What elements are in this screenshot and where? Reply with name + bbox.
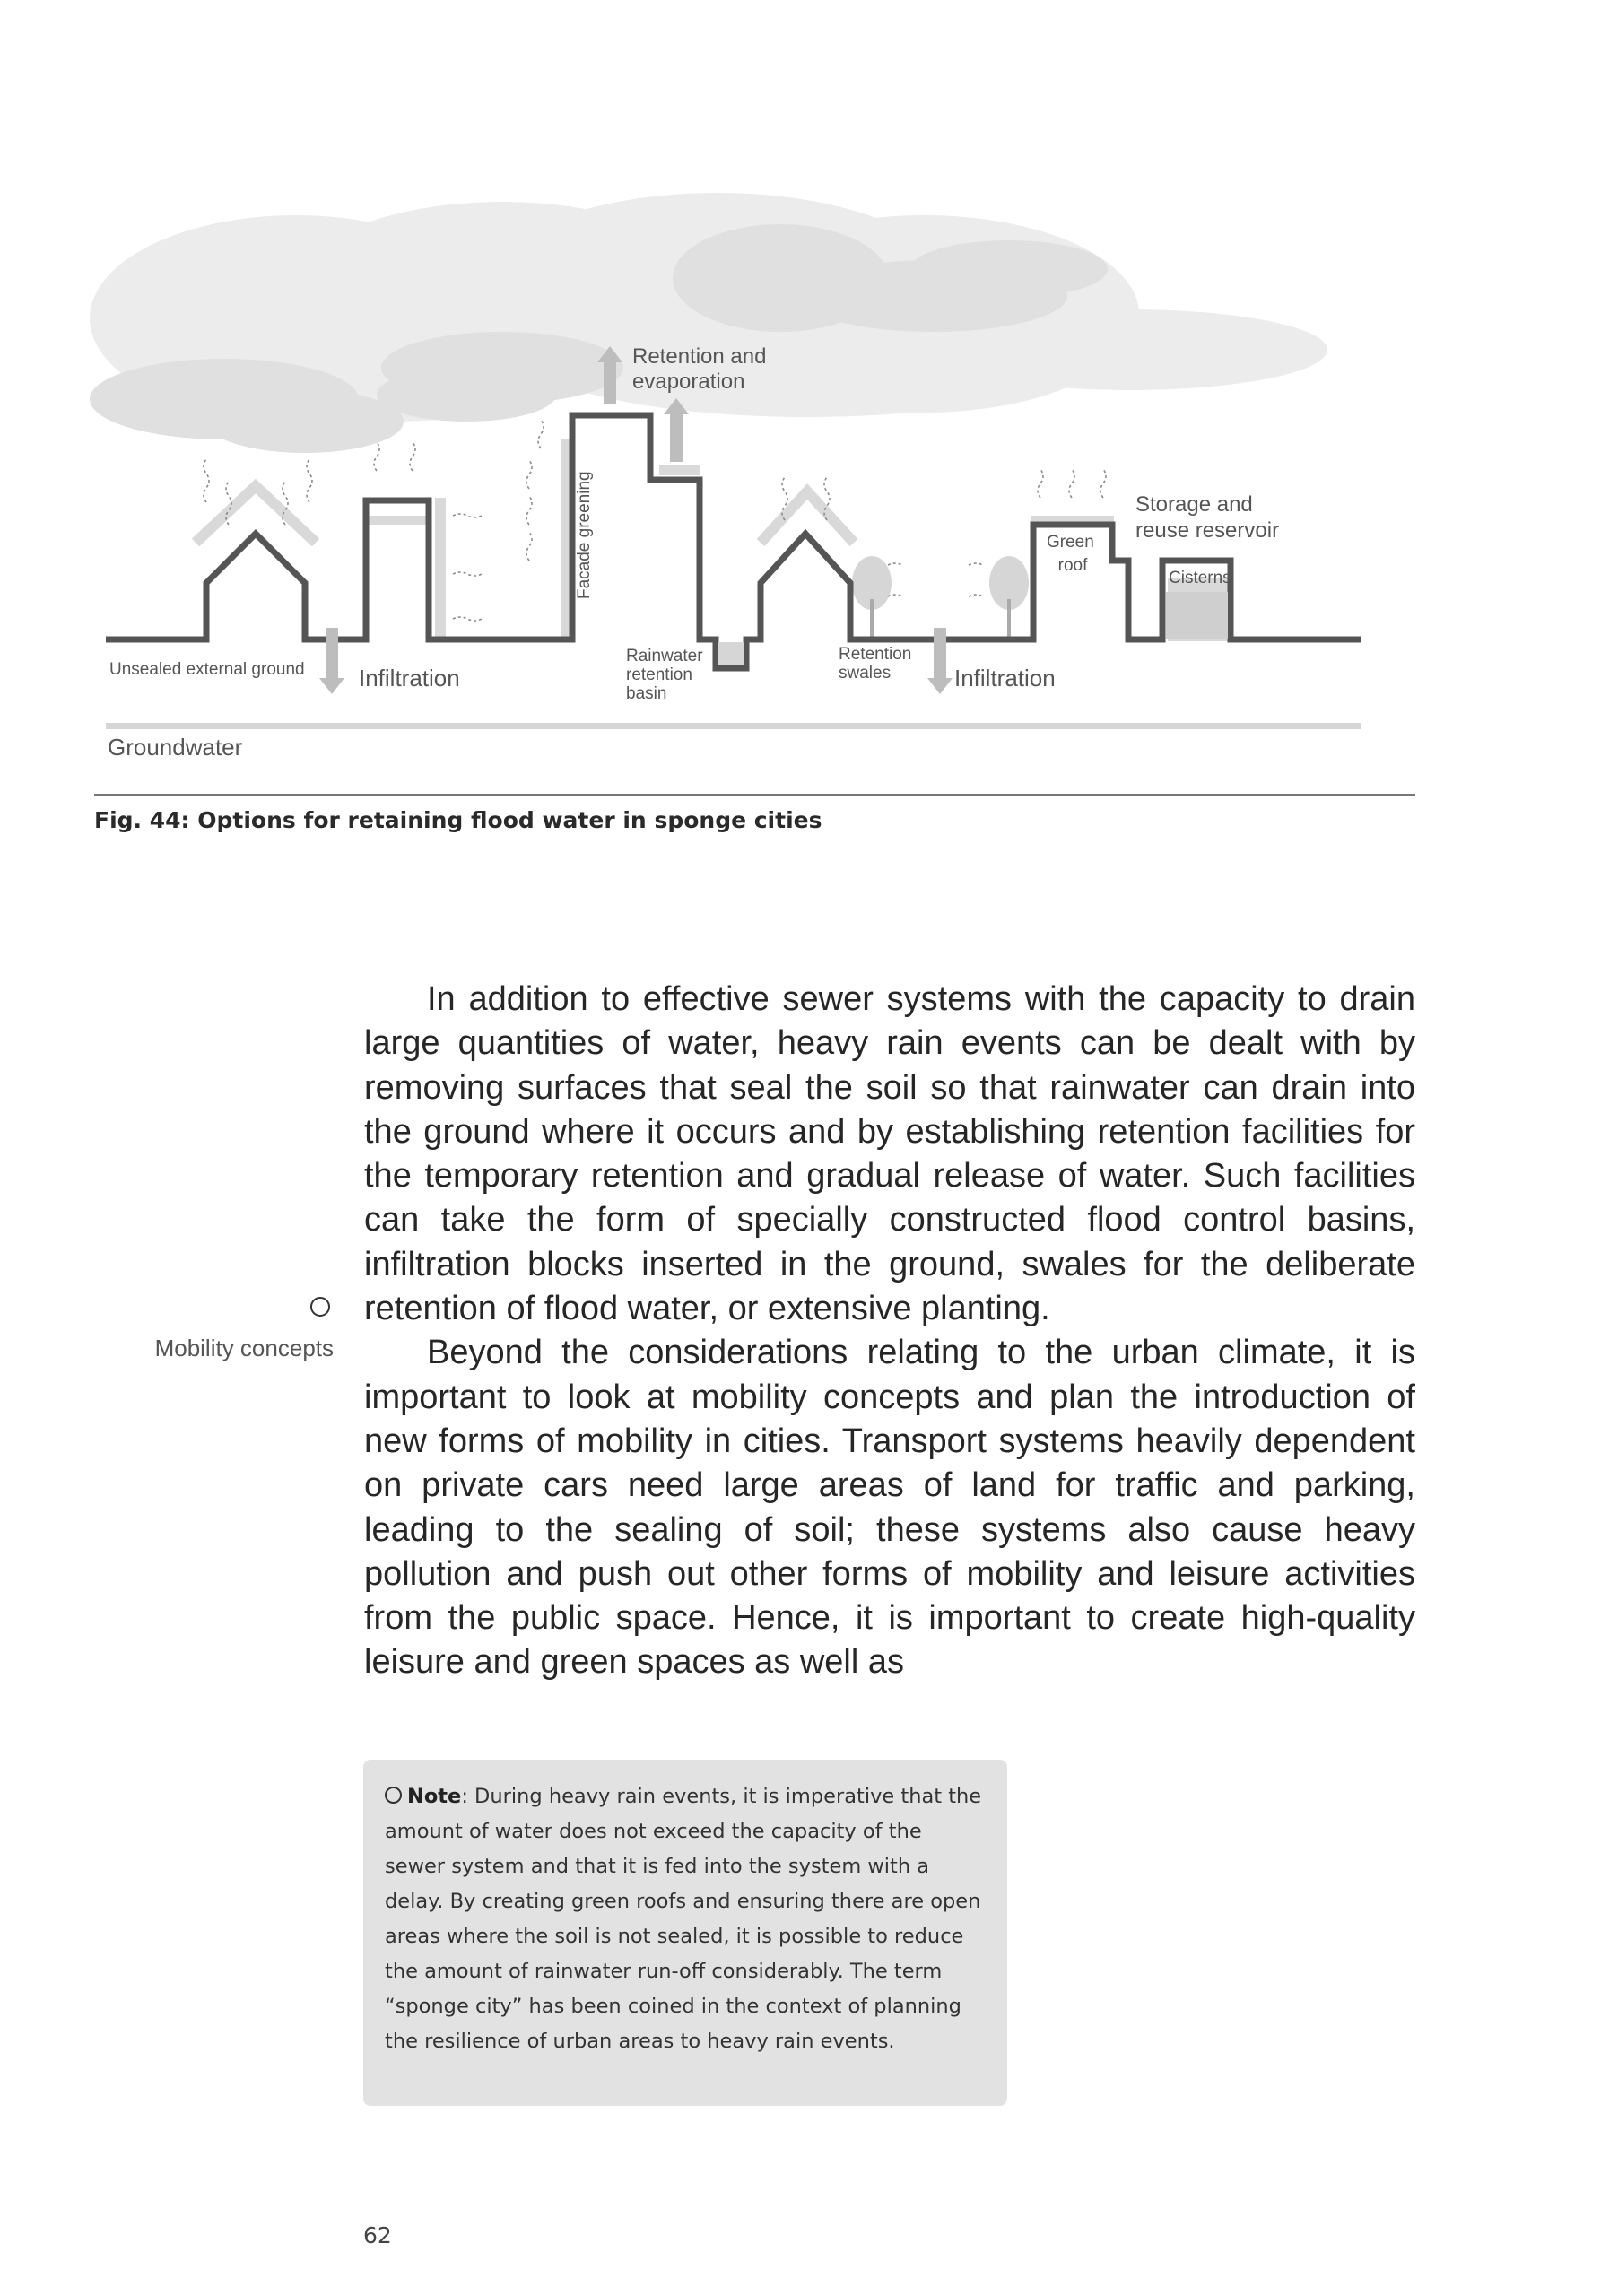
label-infiltration-1: Infiltration: [359, 665, 460, 691]
rainwater-basin: [718, 642, 744, 665]
label-green-roof: Green roof: [1046, 533, 1094, 575]
figure-caption: Fig. 44: Options for retaining flood water in sponge cities: [94, 807, 822, 833]
label-unsealed-ground: Unsealed external ground: [109, 660, 305, 679]
page-number: 62: [363, 2222, 392, 2248]
note-text: : During heavy rain events, it is imperative that the amount of water does not exceed the capacity of the sewer system and that it is fed into the system with a delay. By creating green roofs and ensuring there are open areas where the soil is not sealed, it is possible to reduce the amount of rainwater run-off considerably. The term “sponge city” has been coined in the context of planning the resilience of urban areas to heavy rain events.: [385, 1785, 982, 2053]
label-groundwater: Groundwater: [108, 734, 243, 761]
label-rainwater-basin: Rainwater retention basin: [626, 647, 703, 703]
label-facade-greening: Facade greening: [575, 471, 594, 599]
label-cisterns: Cisterns: [1169, 569, 1231, 587]
clouds: [90, 193, 1327, 453]
groundwater-line: [106, 723, 1361, 729]
label-infiltration-2: Infiltration: [954, 665, 1056, 691]
margin-note-mobility: Mobility concepts: [154, 1335, 334, 1361]
roof-greening: [196, 486, 854, 543]
margin-circle-icon: [310, 1297, 330, 1317]
label-storage-reuse: Storage and reuse reservoir: [1135, 492, 1280, 543]
note-circle-icon: [385, 1787, 402, 1804]
cistern-tank: [1166, 592, 1228, 639]
figure-rule: [94, 794, 1415, 796]
note-title: Note: [407, 1785, 462, 1808]
paragraph-2: Beyond the considerations relating to the urban climate, it is important to look at mobility concepts and plan the introduction of new forms of mobility in cities. Transport systems heavily dependent on private cars need large areas of land for traffic and parking, leading to the sealing of soil; these systems also cause heavy pollution and push out other forms of mobility and leisure activities from the public space. Hence, it is important to create high-quality leisure and green spaces as well as: [364, 1334, 1415, 1682]
body-text: [364, 978, 1415, 1685]
note-box: [363, 1760, 1007, 2106]
paragraph-1: In addition to effective sewer systems with the capacity to drain large quantities of water, heavy rain events can be dealt with by removing surfaces that seal the soil so that rainwater can drain into the ground where it occurs and by establishing retention facilities for the temporary retention and gradual release of water. Such facilities can take the form of specially constructed flood control basins, infiltration blocks inserted in the ground, swales for the deliberate retention of flood water, or extensive planting.: [364, 980, 1415, 1328]
label-retention-evaporation: Retention and evaporation: [632, 344, 767, 394]
sponge-city-diagram: [0, 0, 1618, 807]
label-retention-swales: Retention swales: [839, 645, 912, 683]
